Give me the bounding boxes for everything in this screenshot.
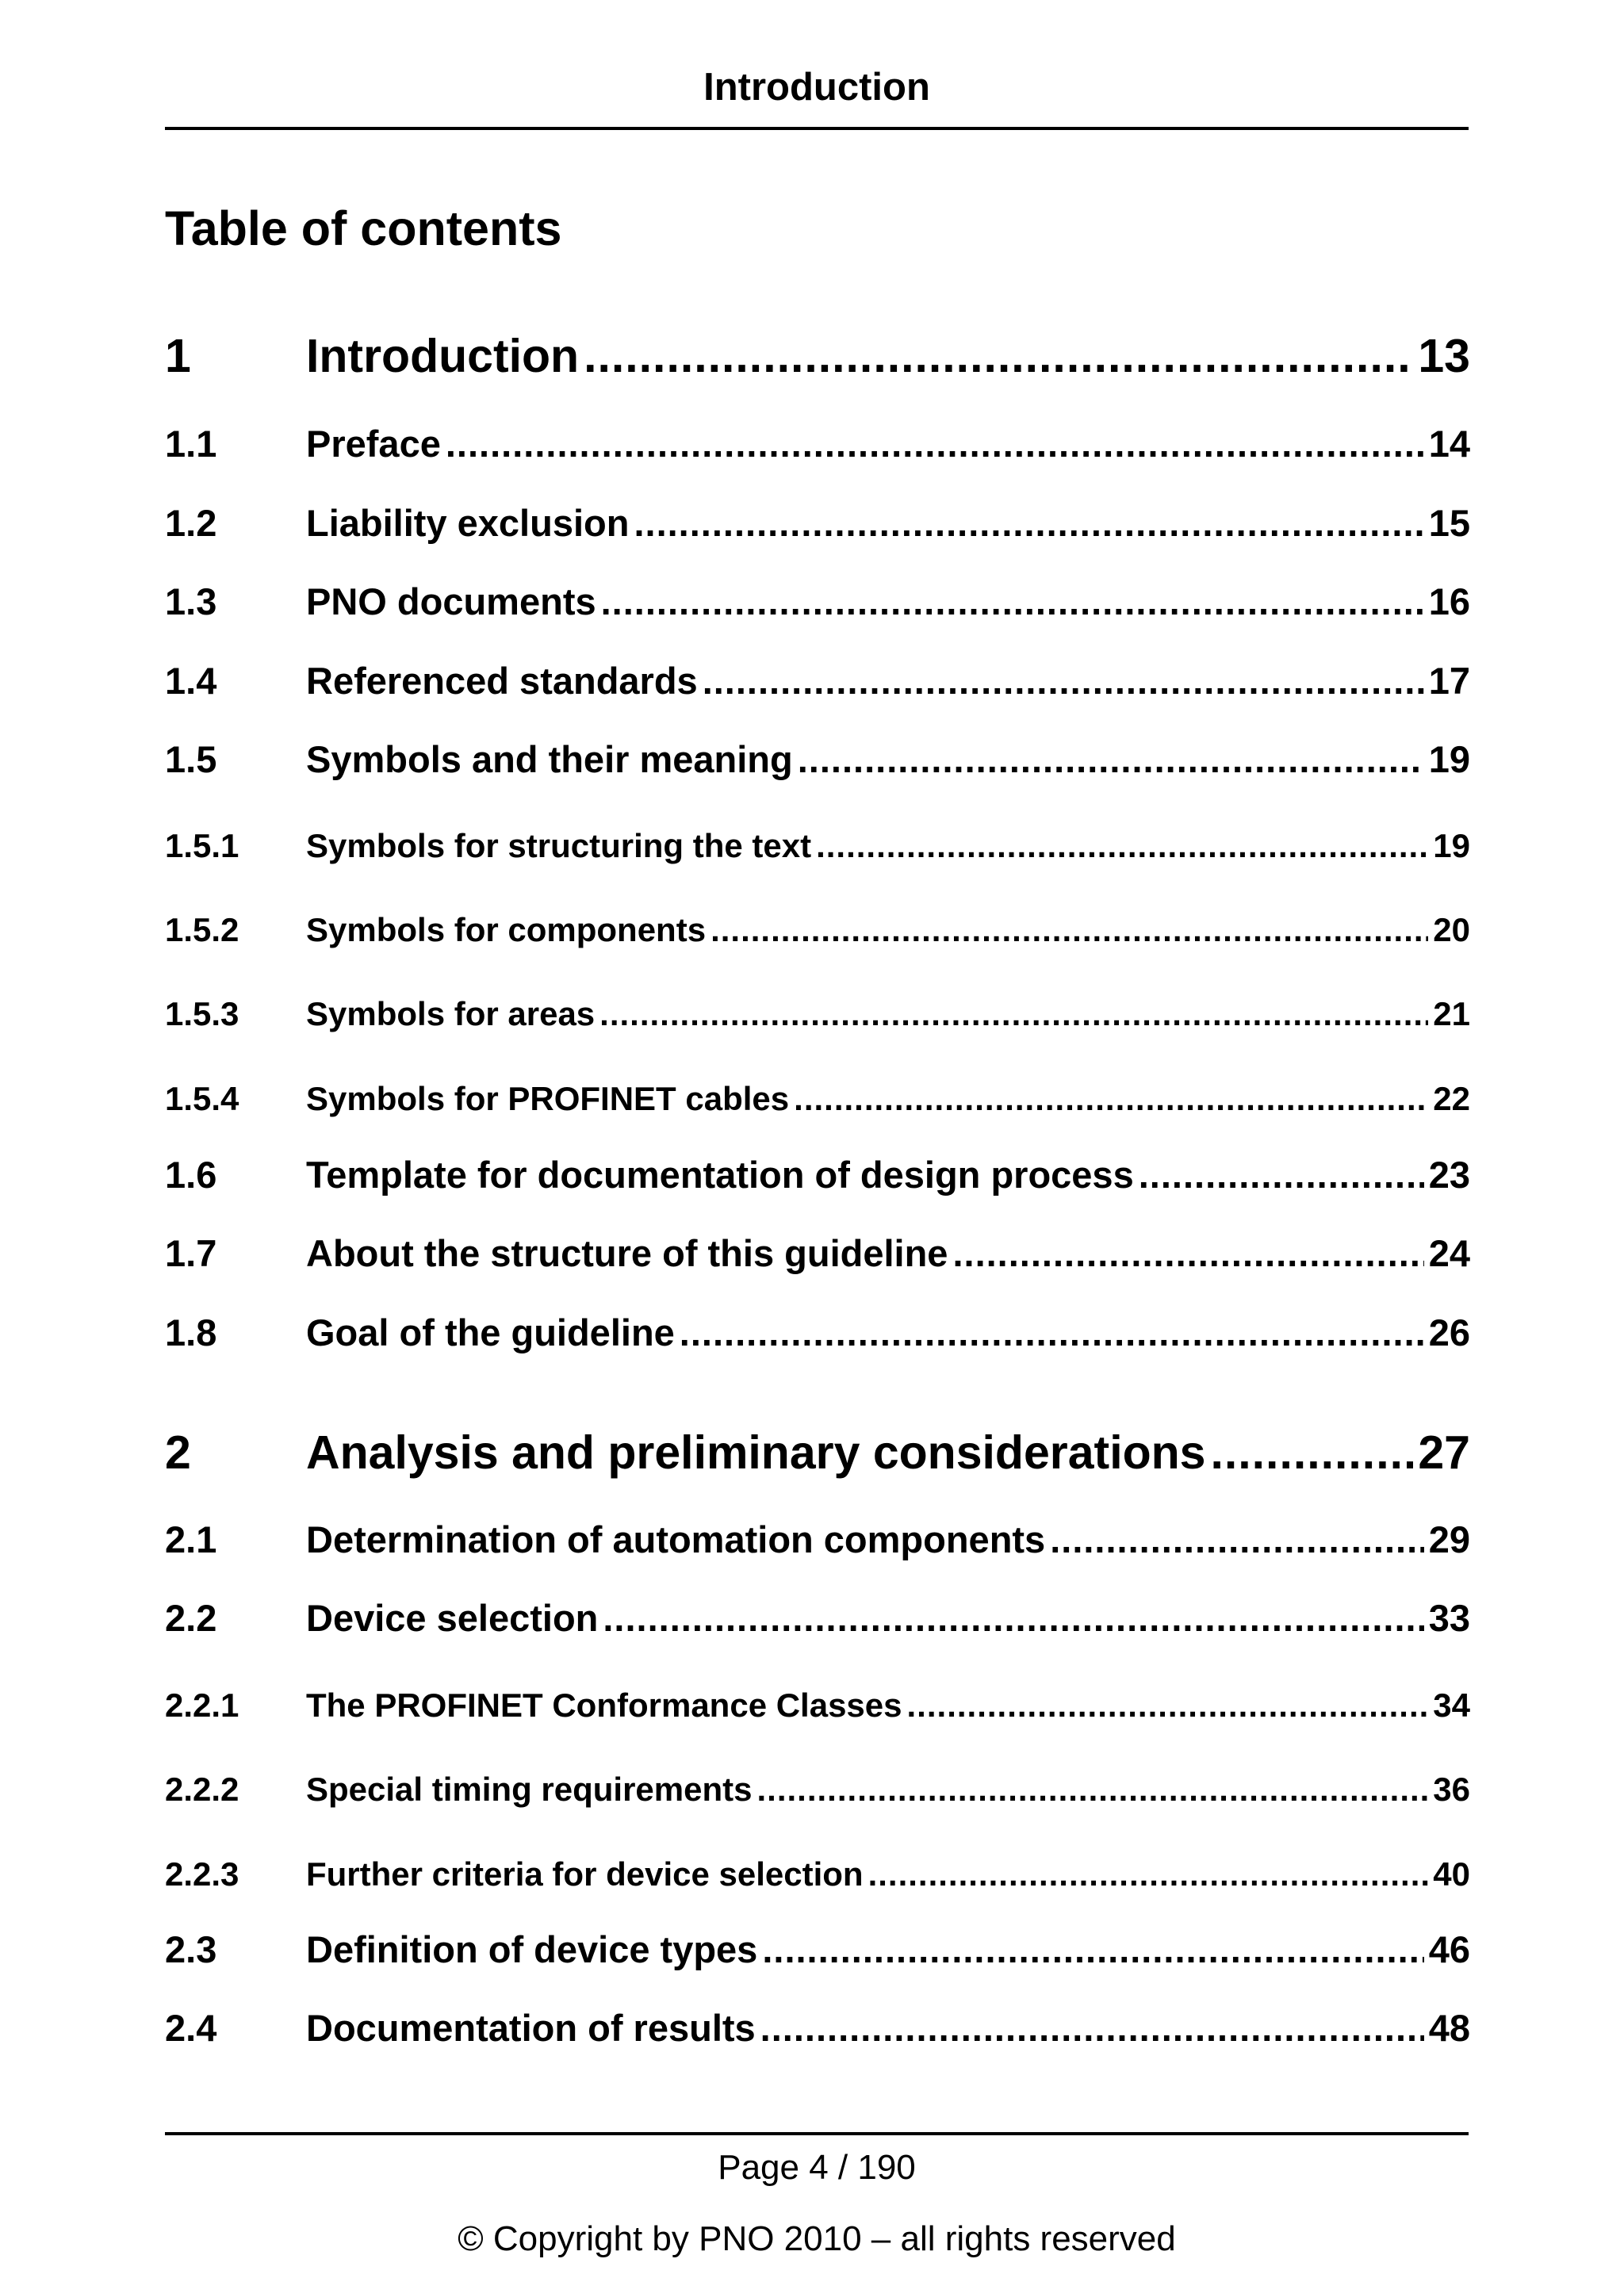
toc-entry-1-5[interactable] [165,737,1470,783]
dot-leader [634,500,1423,546]
toc-entry-title: PNO documents [306,580,596,622]
toc-entry-page: 22 [1433,1080,1470,1117]
toc-entry-1-8[interactable] [165,1310,1470,1356]
toc-entry-title: Goal of the guideline [306,1311,675,1353]
toc-entry-page: 19 [1433,827,1470,864]
toc-entry-number: 2.1 [165,1518,217,1560]
toc-entry-page: 13 [1418,330,1470,382]
toc-entry-number: 1.7 [165,1232,217,1274]
toc-entry-2[interactable] [165,1424,1470,1481]
toc-entry-number: 1.3 [165,580,217,622]
toc-entry-page: 40 [1433,1855,1470,1893]
toc-entry-page: 24 [1428,1232,1470,1274]
footer-rule [165,2132,1469,2135]
toc-entry-title: Symbols for areas [306,995,596,1032]
page-header-title: Introduction [703,66,930,109]
toc-entry-2-3[interactable] [165,1927,1470,1973]
toc-entry-number: 1 [165,330,191,382]
dot-leader [599,994,1428,1035]
toc-entry-title: Preface [306,423,441,465]
toc-entry-number: 1.5.2 [165,911,239,948]
toc-entry-title: Referenced standards [306,660,698,702]
toc-entry-number: 1.8 [165,1311,217,1353]
dot-leader [757,1769,1429,1810]
page-number: Page 4 / 190 [718,2148,916,2187]
dot-leader [1210,1424,1413,1481]
toc-entry-number: 2.2.1 [165,1686,239,1724]
toc-entry-page: 48 [1428,2007,1470,2049]
dot-leader [762,1927,1423,1973]
toc-entry-number: 1.1 [165,423,217,465]
dot-leader [446,421,1424,467]
toc-entry-title: Determination of automation components [306,1518,1046,1560]
dot-leader [794,1078,1428,1120]
toc-entry-title: Template for documentation of design process [306,1154,1134,1196]
toc-entry-number: 1.5.1 [165,827,239,864]
dot-leader [1050,1517,1424,1563]
toc-entry-number: 2.4 [165,2007,217,2049]
toc-entry-number: 2.2.3 [165,1855,239,1893]
toc-entry-title: About the structure of this guideline [306,1232,948,1274]
copyright-notice: © Copyright by PNO 2010 – all rights reserved [458,2219,1176,2258]
toc-entry-number: 1.5.4 [165,1080,239,1117]
toc-entry-2-1[interactable] [165,1517,1470,1563]
toc-entry-title: The PROFINET Conformance Classes [306,1686,902,1724]
toc-entry-page: 15 [1428,502,1470,544]
toc-entry-title: Symbols for structuring the text [306,827,812,864]
toc-entry-1[interactable] [165,327,1470,385]
toc-entry-number: 1.2 [165,502,217,544]
toc-entry-1-2[interactable] [165,500,1470,546]
toc-entry-number: 1.6 [165,1154,217,1196]
toc-entry-page: 29 [1428,1518,1470,1560]
toc-entry-number: 2.2 [165,1597,217,1639]
toc-entry-1-4[interactable] [165,658,1470,704]
toc-entry-title: Liability exclusion [306,502,630,544]
toc-entry-page: 14 [1428,423,1470,465]
toc-entry-number: 2.2.2 [165,1771,239,1808]
dot-leader [601,579,1424,625]
toc-heading: Table of contents [165,201,562,255]
toc-entry-page: 19 [1428,738,1470,780]
toc-entry-1-5-1[interactable] [165,825,1470,867]
toc-entry-2-2-3[interactable] [165,1854,1470,1895]
toc-entry-number: 1.5.3 [165,995,239,1032]
dot-leader [798,737,1424,783]
toc-entry-1-5-3[interactable] [165,994,1470,1035]
toc-entry-number: 2 [165,1426,191,1479]
toc-entry-page: 17 [1428,660,1470,702]
toc-entry-2-4[interactable] [165,2005,1470,2051]
toc-entry-page: 36 [1433,1771,1470,1808]
toc-entry-number: 1.4 [165,660,217,702]
toc-entry-2-2-1[interactable] [165,1685,1470,1726]
toc-entry-page: 33 [1428,1597,1470,1639]
dot-leader [584,327,1413,385]
toc-entry-page: 16 [1428,580,1470,622]
toc-entry-number: 2.3 [165,1928,217,1970]
toc-entry-1-6[interactable] [165,1152,1470,1198]
dot-leader [952,1231,1423,1277]
toc-entry-title: Device selection [306,1597,599,1639]
dot-leader [760,2005,1424,2051]
toc-entry-title: Further criteria for device selection [306,1855,864,1893]
dot-leader [1139,1152,1424,1198]
dot-leader [680,1310,1424,1356]
dot-leader [703,658,1424,704]
toc-entry-page: 21 [1433,995,1470,1032]
toc-entry-1-7[interactable] [165,1231,1470,1277]
toc-entry-page: 34 [1433,1686,1470,1724]
toc-entry-title: Documentation of results [306,2007,756,2049]
dot-leader [816,825,1428,867]
toc-entry-page: 46 [1428,1928,1470,1970]
toc-entry-title: Special timing requirements [306,1771,753,1808]
dot-leader [710,909,1428,951]
toc-entry-2-2-2[interactable] [165,1769,1470,1810]
toc-entry-page: 23 [1428,1154,1470,1196]
dot-leader [868,1854,1429,1895]
toc-entry-number: 1.5 [165,738,217,780]
toc-entry-page: 27 [1418,1426,1470,1479]
toc-entry-page: 20 [1433,911,1470,948]
dot-leader [907,1685,1429,1726]
toc-entry-1-1[interactable] [165,421,1470,467]
toc-entry-title: Symbols for components [306,911,707,948]
toc-entry-title: Definition of device types [306,1928,758,1970]
toc-entry-1-5-4[interactable] [165,1078,1470,1120]
toc-entry-1-3[interactable] [165,579,1470,625]
toc-entry-title: Symbols for PROFINET cables [306,1080,790,1117]
dot-leader [603,1595,1423,1641]
toc-entry-page: 26 [1428,1311,1470,1353]
toc-entry-1-5-2[interactable] [165,909,1470,951]
toc-entry-2-2[interactable] [165,1595,1470,1641]
toc-entry-title: Introduction [306,330,580,382]
toc-entry-title: Symbols and their meaning [306,738,793,780]
toc-entry-title: Analysis and preliminary considerations [306,1426,1206,1479]
